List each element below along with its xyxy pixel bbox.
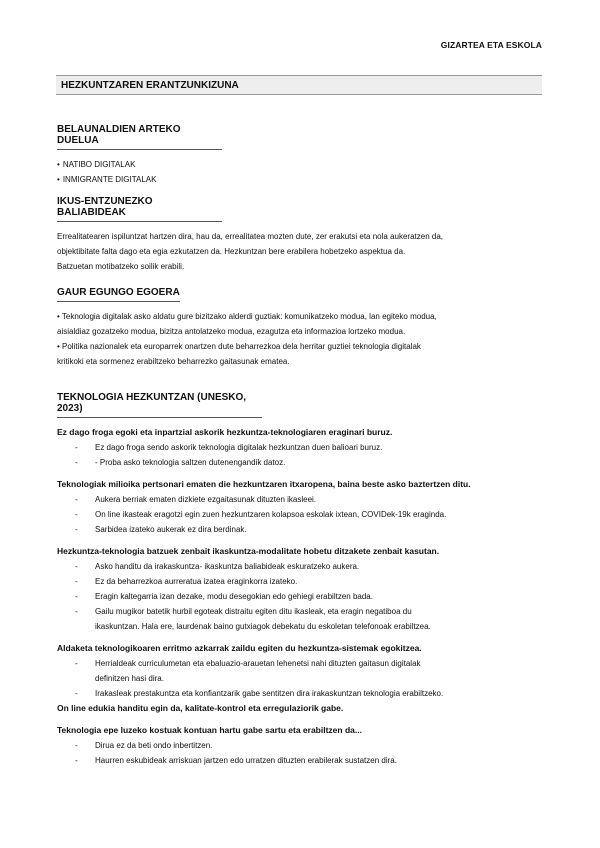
sub-heading: Teknologiak milioika pertsonari ematen die hezkuntzaren itxaropena, baina beste asko baztertzen ditu.	[57, 479, 471, 489]
section-current-situation	[57, 287, 547, 369]
section-title: GAUR EGUNGO EGOERA	[57, 287, 180, 302]
sub-heading: Teknologia epe luzeko kostuak kontuan hartu gabe sartu eta erabiltzen da...	[57, 725, 362, 735]
list-item: - Aukera berriak ematen dizkiete ezgaitasunak dituzten ikasleei.	[57, 492, 547, 507]
section-technology-education	[57, 392, 547, 768]
sub-heading: Aldaketa teknologikoaren erritmo azkarrak zaildu egiten du hezkuntza-sistemak egokitzea.	[57, 643, 422, 653]
section-audiovisual-resources	[57, 196, 547, 274]
list-item: - Gailu mugikor batetik hurbil egoteak distraitu egiten ditu ikasleak, eta eragin negatiboa du	[57, 604, 547, 619]
list-item: - Haurren eskubideak arriskuan jartzen edo urratzen dituzten erabilerak sustatzen dira.	[57, 753, 547, 768]
sub-heading: Ez dago froga egoki eta inpartzial askorik hezkuntza-teknologiaren eraginari buruz.	[57, 427, 393, 437]
list-item: - - Proba asko teknologia saltzen dutenengandik datoz.	[57, 455, 547, 470]
paragraph-line: kritikoki eta sormenez erabiltzeko beharrezko gaitasunak ematea.	[57, 357, 290, 366]
section-title: IKUS-ENTZUNEZKO BALIABIDEAK	[57, 196, 222, 222]
paragraph-line: objektibitate falta dago eta egia ezkutatzen da. Hezkuntzan bere erabilera hobetzeko aspektua da.	[57, 247, 406, 256]
paragraph-line: • Teknologia digitalak asko aldatu gure bizitzako alderdi guztiak: komunikatzeko modua, lan egiteko modua,	[57, 312, 437, 321]
list-item: • INMIGRANTE DIGITALAK	[57, 172, 547, 187]
list-item: - Dirua ez da beti ondo inbertitzen.	[57, 738, 547, 753]
sub-heading: Hezkuntza-teknologia batzuek zenbait ikaskuntza-modalitate hobetu ditzakete zenbait kasutan.	[57, 546, 440, 556]
list-item: - Herrialdeak curriculumetan eta ebaluazio-arauetan lehenetsi nahi dituzten gaitasun digitalak	[57, 656, 547, 671]
list-item: - Sarbidea izateko aukerak ez dira berdinak.	[57, 522, 547, 537]
paragraph-line: aisialdiaz gozatzeko modua, bizitza antolatzeko modua, ezagutza eta informazioa lortzeko modua.	[57, 327, 406, 336]
list-item-continuation: definitzen hasi dira.	[95, 674, 164, 683]
list-item: • NATIBO DIGITALAK	[57, 157, 547, 172]
list-item-continuation: ikaskuntzan. Hala ere, laurdenak baino gutxiagok debekatu du eskoletan telefonoak erabiltzea.	[95, 622, 431, 631]
page-header: GIZARTEA ETA ESKOLA	[440, 40, 542, 50]
list-item: - Ez dago froga sendo askorik teknologia digitalak hezkuntzan duen balioari buruz.	[57, 440, 547, 455]
sub-heading: On line edukia handitu egin da, kalitate-kontrol eta erregulaziorik gabe.	[57, 703, 344, 713]
paragraph-line: Errealitatearen ispiluntzat hartzen dira, hau da, errealitatea mozten dute, zer erakutsi eta nola aukeratzen da,	[57, 232, 444, 241]
page-title: HEZKUNTZAREN ERANTZUNKIZUNA	[56, 75, 542, 95]
paragraph-line: • Politika nazionalek eta europarrek onartzen dute beharrezkoa dela herritar guztiei teknologia digitalak	[57, 342, 421, 351]
section-generational-duel	[57, 124, 547, 187]
list-item: - Irakasleak prestakuntza eta konfiantzarik gabe sentitzen dira irakaskuntzan teknologia erabiltzeko.	[57, 686, 547, 701]
section-title: BELAUNALDIEN ARTEKO DUELUA	[57, 124, 222, 150]
list-item: - On line ikasteak eragotzi egin zuen hezkuntzaren kolapsoa eskolak ixtean, COVIDek-19k eragindа.	[57, 507, 547, 522]
paragraph-line: Batzuetan motibatzeko soilik erabili.	[57, 262, 185, 271]
list-item: - Eragin kaltegarria izan dezake, modu desegokian edo gehiegi erabiltzen bada.	[57, 589, 547, 604]
list-item: - Ez da beharrezkoa aurreratua izatea eraginkorra izateko.	[57, 574, 547, 589]
section-title: TEKNOLOGIA HEZKUNTZAN (UNESKO, 2023)	[57, 392, 262, 418]
list-item: - Asko handitu da irakaskuntza- ikaskuntza baliabideak eskuratzeko aukera.	[57, 559, 547, 574]
